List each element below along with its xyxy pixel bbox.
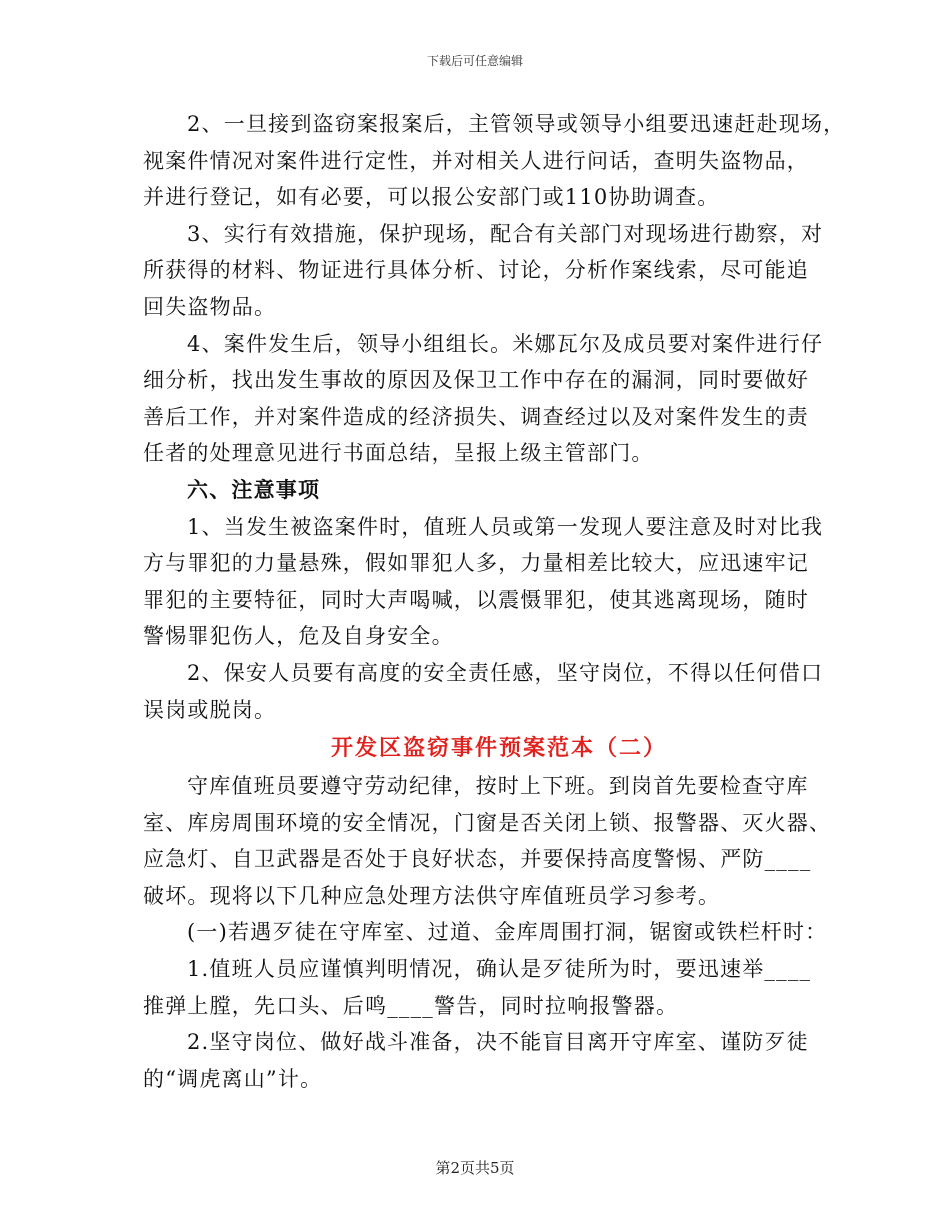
paragraph-line: 善后工作，并对案件造成的经济损失、调查经过以及对案件发生的责 [143,404,809,429]
document-title: 开发区盗窃事件预案范本（二） [330,735,667,762]
paragraph-line: 守库值班员要遵守劳动纪律，按时上下班。到岗首先要检查守库 [187,774,809,799]
paragraph-line: 室、库房周围环境的安全情况，门窗是否关闭上锁、报警器、灭火器、 [143,810,832,835]
section-heading: 六、注意事项 [187,476,321,502]
paragraph-line: 4、案件发生后，领导小组组长。米娜瓦尔及成员要对案件进行仔 [187,331,824,356]
paragraph-line: 视案件情况对案件进行定性，并对相关人进行问话，查明失盗物品， [143,148,809,173]
paragraph-line: 2、一旦接到盗窃案报案后，主管领导或领导小组要迅速赶赴现场， [187,112,846,136]
document-body [143,106,846,1097]
paragraph-line: 细分析，找出发生事故的原因及保卫工作中存在的漏洞，同时要做好 [143,368,809,393]
paragraph-line: 误岗或脱岗。 [143,697,277,722]
paragraph-line: 2、保安人员要有高度的安全责任感，坚守岗位，不得以任何借口 [187,660,824,685]
paragraph-line: 罪犯的主要特征，同时大声喝喊，以震慑罪犯，使其逃离现场，随时 [143,587,809,612]
paragraph-line: 推弹上膛，先口头、后鸣____警告，同时拉响报警器。 [143,993,679,1018]
paragraph-line: 1.值班人员应谨慎判明情况，确认是歹徒所为时，要迅速举____ [187,957,812,982]
paragraph-line: 2.坚守岗位、做好战斗准备，决不能盲目离开守库室、谨防歹徒 [187,1030,809,1055]
paragraph-line: 回失盗物品。 [143,294,277,319]
paragraph-line: 的“调虎离山”计。 [143,1066,323,1091]
page-number: 第2页共5页 [435,1159,515,1177]
paragraph-line: 任者的处理意见进行书面总结，呈报上级主管部门。 [143,441,654,466]
paragraph-line: 1、当发生被盗案件时，值班人员或第一发现人要注意及时对比我 [187,514,824,539]
paragraph-line: 方与罪犯的力量悬殊，假如罪犯人多，力量相差比较大，应迅速牢记 [143,551,809,576]
paragraph-line: 3、实行有效措施，保护现场，配合有关部门对现场进行勘察，对 [187,221,824,246]
paragraph-line: 应急灯、自卫武器是否处于良好状态，并要保持高度警惕、严防____ [143,847,812,872]
paragraph-line: (一)若遇歹徒在守库室、过道、金库周围打洞，锯窗或铁栏杆时： [187,920,828,945]
header-note: 下载后可任意编辑 [426,54,523,68]
paragraph-line: 所获得的材料、物证进行具体分析、讨论，分析作案线索，尽可能追 [143,258,809,283]
paragraph-line: 警惕罪犯伤人，危及自身安全。 [143,624,454,649]
paragraph-line: 破坏。现将以下几种应急处理方法供守库值班员学习参考。 [143,883,721,908]
paragraph-line: 并进行登记，如有必要，可以报公安部门或110协助调查。 [143,185,720,210]
